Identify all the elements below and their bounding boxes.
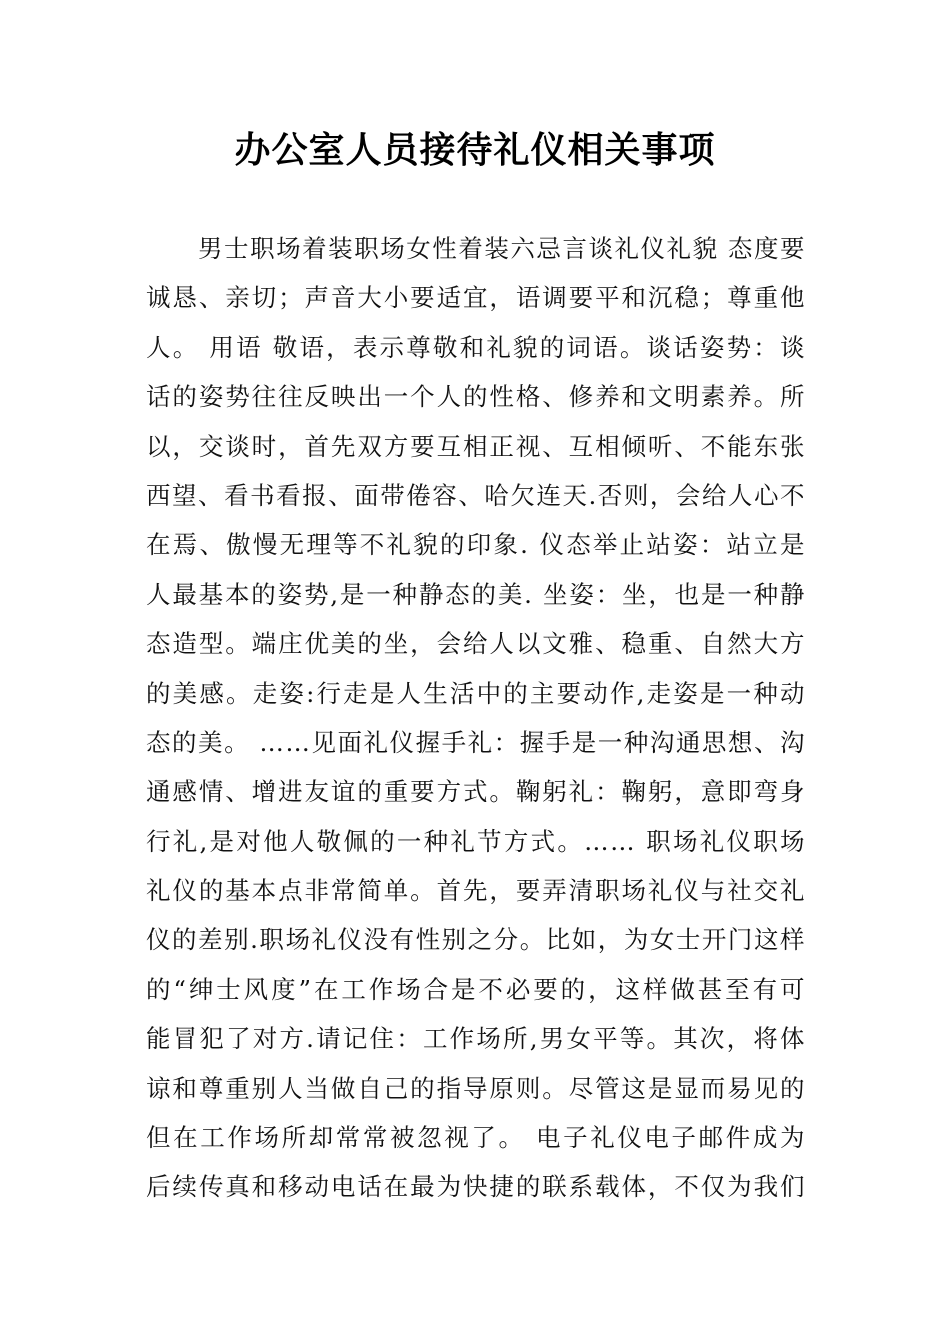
document-body — [146, 224, 806, 1212]
body-line: 行礼,是对他人敬佩的一种礼节方式。…… 职场礼仪职场 — [146, 826, 806, 856]
body-line: 在焉、傲慢无理等不礼貌的印象. 仪态举止站姿：站立是 — [146, 530, 806, 560]
body-line: 话的姿势往往反映出一个人的性格、修养和文明素养。所 — [146, 382, 806, 412]
body-line — [146, 224, 806, 273]
body-line: 的美感。走姿:行走是人生活中的主要动作,走姿是一种动 — [146, 678, 806, 708]
body-line: 诚恳、亲切；声音大小要适宜，语调要平和沉稳；尊重他 — [146, 283, 806, 313]
body-line: 以，交谈时，首先双方要互相正视、互相倾听、不能东张 — [146, 431, 806, 461]
body-line: 的“绅士风度”在工作场合是不必要的，这样做甚至有可 — [146, 974, 806, 1004]
body-line: 谅和尊重别人当做自己的指导原则。尽管这是显而易见的 — [146, 1073, 806, 1103]
body-line: 西望、看书看报、面带倦容、哈欠连天.否则，会给人心不 — [146, 480, 806, 510]
document-title: 办公室人员接待礼仪相关事项 — [234, 129, 716, 171]
body-line: 态的美。 ……见面礼仪握手礼：握手是一种沟通思想、沟 — [146, 727, 806, 757]
body-line: 仪的差别.职场礼仪没有性别之分。比如，为女士开门这样 — [146, 925, 806, 955]
body-line-text: 男士职场着装职场女性着装六忌言谈礼仪礼貌 态度要 — [198, 234, 806, 263]
body-line: 但在工作场所却常常被忽视了。 电子礼仪电子邮件成为 — [146, 1123, 806, 1153]
body-line: 人。 用语 敬语，表示尊敬和礼貌的词语。谈话姿势：谈 — [146, 332, 806, 362]
body-line: 人最基本的姿势,是一种静态的美. 坐姿：坐，也是一种静 — [146, 579, 806, 609]
body-line: 通感情、增进友谊的重要方式。鞠躬礼：鞠躬，意即弯身 — [146, 777, 806, 807]
body-line: 礼仪的基本点非常简单。首先，要弄清职场礼仪与社交礼 — [146, 876, 806, 906]
body-line: 后续传真和移动电话在最为快捷的联系载体，不仅为我们 — [146, 1172, 806, 1202]
body-line: 能冒犯了对方.请记住：工作场所,男女平等。其次，将体 — [146, 1024, 806, 1054]
body-line: 态造型。端庄优美的坐，会给人以文雅、稳重、自然大方 — [146, 629, 806, 659]
